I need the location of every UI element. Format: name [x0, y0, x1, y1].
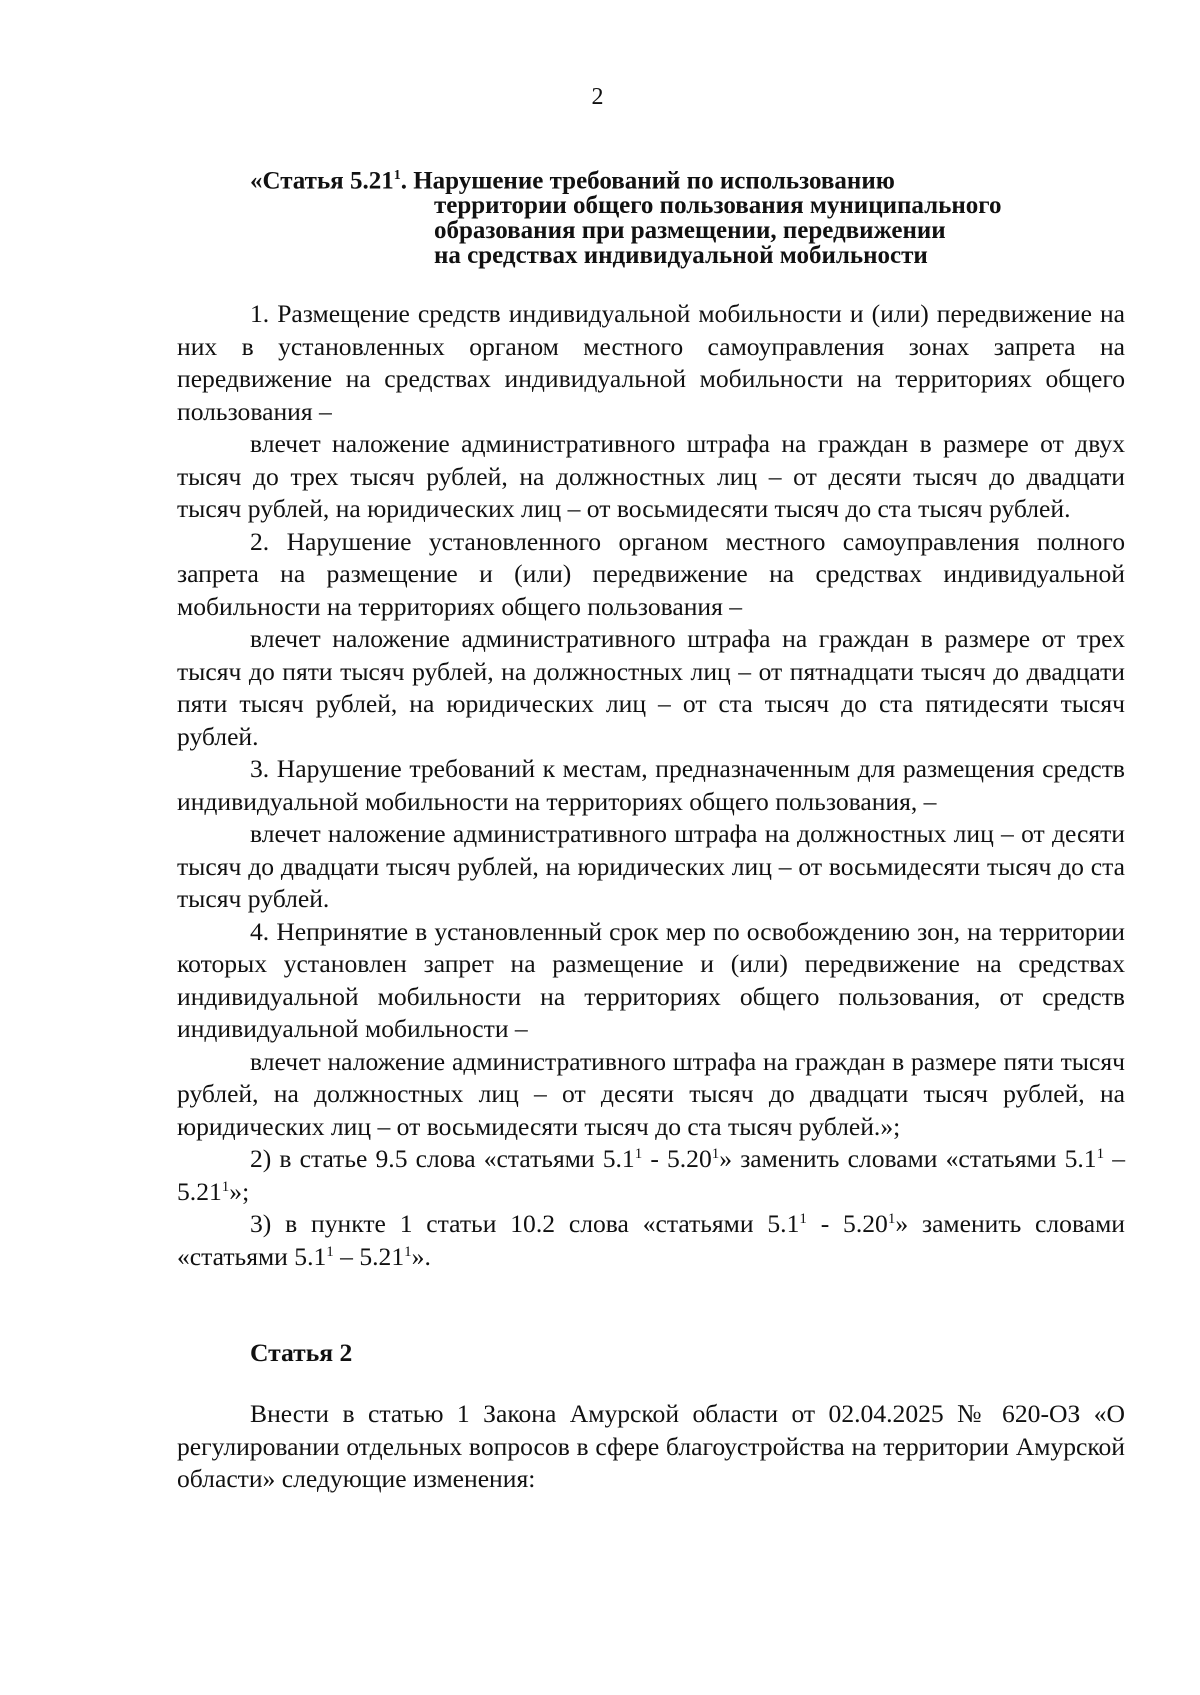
heading-superscript: 1 [393, 168, 401, 183]
heading-text: «Статья 5.21 [250, 167, 394, 195]
heading-line-1 [250, 163, 1150, 193]
superscript: 1 [221, 1178, 230, 1195]
paragraph-2-penalty: влечет наложение административного штрафа на граждан в размере от трех тысяч до пяти тысяч рублей, на должностных лиц – от пятнадцати тысяч до двадцати пяти тысяч рублей, на юридических лиц – от ста тысяч до ста пятидесяти тысяч рублей. [177, 624, 1125, 751]
paragraph-4-penalty: влечет наложение административного штрафа на граждан в размере пяти тысяч рублей, на должностных лиц – от десяти тысяч до двадцати тысяч рублей, на юридических лиц – от восьмидесяти тысяч до ста тысяч рублей.»; [177, 1046, 1125, 1141]
amendment-text: – 5.21 [177, 1144, 1126, 1206]
amendment-text: 3) в пункте 1 статьи 10.2 слова «статьями 5.1 [250, 1209, 800, 1238]
article-2-body [177, 1398, 1125, 1496]
amendment-text: – 5.21 [333, 1241, 405, 1271]
paragraph-3: 3. Нарушение требований к местам, предназначенным для размещения средств индивидуальной мобильности на территориях общего пользования, – [177, 754, 1125, 816]
page-number: 2 [591, 84, 604, 110]
heading-line-2: территории общего пользования муниципального [434, 192, 1002, 220]
article-2-title: Статья 2 [250, 1338, 353, 1367]
superscript: 1 [326, 1243, 334, 1260]
heading-text: . Нарушение требований по использованию [400, 167, 895, 195]
superscript: 1 [1096, 1146, 1105, 1162]
paragraph-1: 1. Размещение средств индивидуальной мобильности и (или) передвижение на них в установленных органом местного самоуправления зонах запрета на передвижение на средствах индивидуальной мобильности на территориях общего пользования – [177, 299, 1125, 426]
article-2-text: Внести в статью 1 Закона Амурской области от 02.04.2025 № 620-ОЗ «О регулировании отдельных вопросов в сфере благоустройства на территории Амурской области» следующие изменения: [177, 1399, 1125, 1493]
paragraph-3-penalty: влечет наложение административного штрафа на должностных лиц – от десяти тысяч до двадцати тысяч рублей, на юридических лиц – от восьмидесяти тысяч до ста тысяч рублей. [177, 819, 1125, 913]
superscript: 1 [799, 1211, 807, 1227]
paragraph-2: 2. Нарушение установленного органом местного самоуправления полного запрета на размещение и (или) передвижение на средствах индивидуальной мобильности на территориях общего пользования – [177, 526, 1125, 621]
amendment-text: - 5.20 [642, 1144, 712, 1173]
amendment-3 [177, 1208, 1125, 1273]
amendment-text: »; [229, 1176, 250, 1206]
superscript: 1 [711, 1146, 720, 1162]
heading-line-4: на средствах индивидуальной мобильности [434, 242, 928, 270]
amendment-2 [177, 1143, 1125, 1208]
amendment-text: » заменить словами «статьями 5.1 [719, 1144, 1097, 1173]
paragraph-4: 4. Непринятие в установленный срок мер по освобождению зон, на территории которых установлен запрет на размещение и (или) передвижение на средствах индивидуальной мобильности на территориях общего пользования, от средств индивидуальной мобильности – [177, 916, 1125, 1043]
article-body [177, 298, 1125, 1273]
amendment-text: - 5.20 [806, 1209, 888, 1238]
amendment-text: 2) в статье 9.5 слова «статьями 5.1 [250, 1144, 635, 1173]
superscript: 1 [404, 1243, 412, 1260]
article-heading [250, 163, 1150, 268]
heading-line-3: образования при размещении, передвижении [434, 217, 946, 245]
paragraph-1-penalty: влечет наложение административного штрафа на граждан в размере от двух тысяч до трех тысяч рублей, на должностных лиц – от десяти тысяч до двадцати тысяч рублей, на юридических лиц – от восьмидесяти тысяч до ста тысяч рублей. [177, 429, 1125, 523]
amendment-text: » заменить словами «статьями 5.1 [177, 1209, 1125, 1271]
superscript: 1 [634, 1146, 643, 1162]
superscript: 1 [887, 1211, 896, 1227]
amendment-text: ». [411, 1241, 431, 1271]
